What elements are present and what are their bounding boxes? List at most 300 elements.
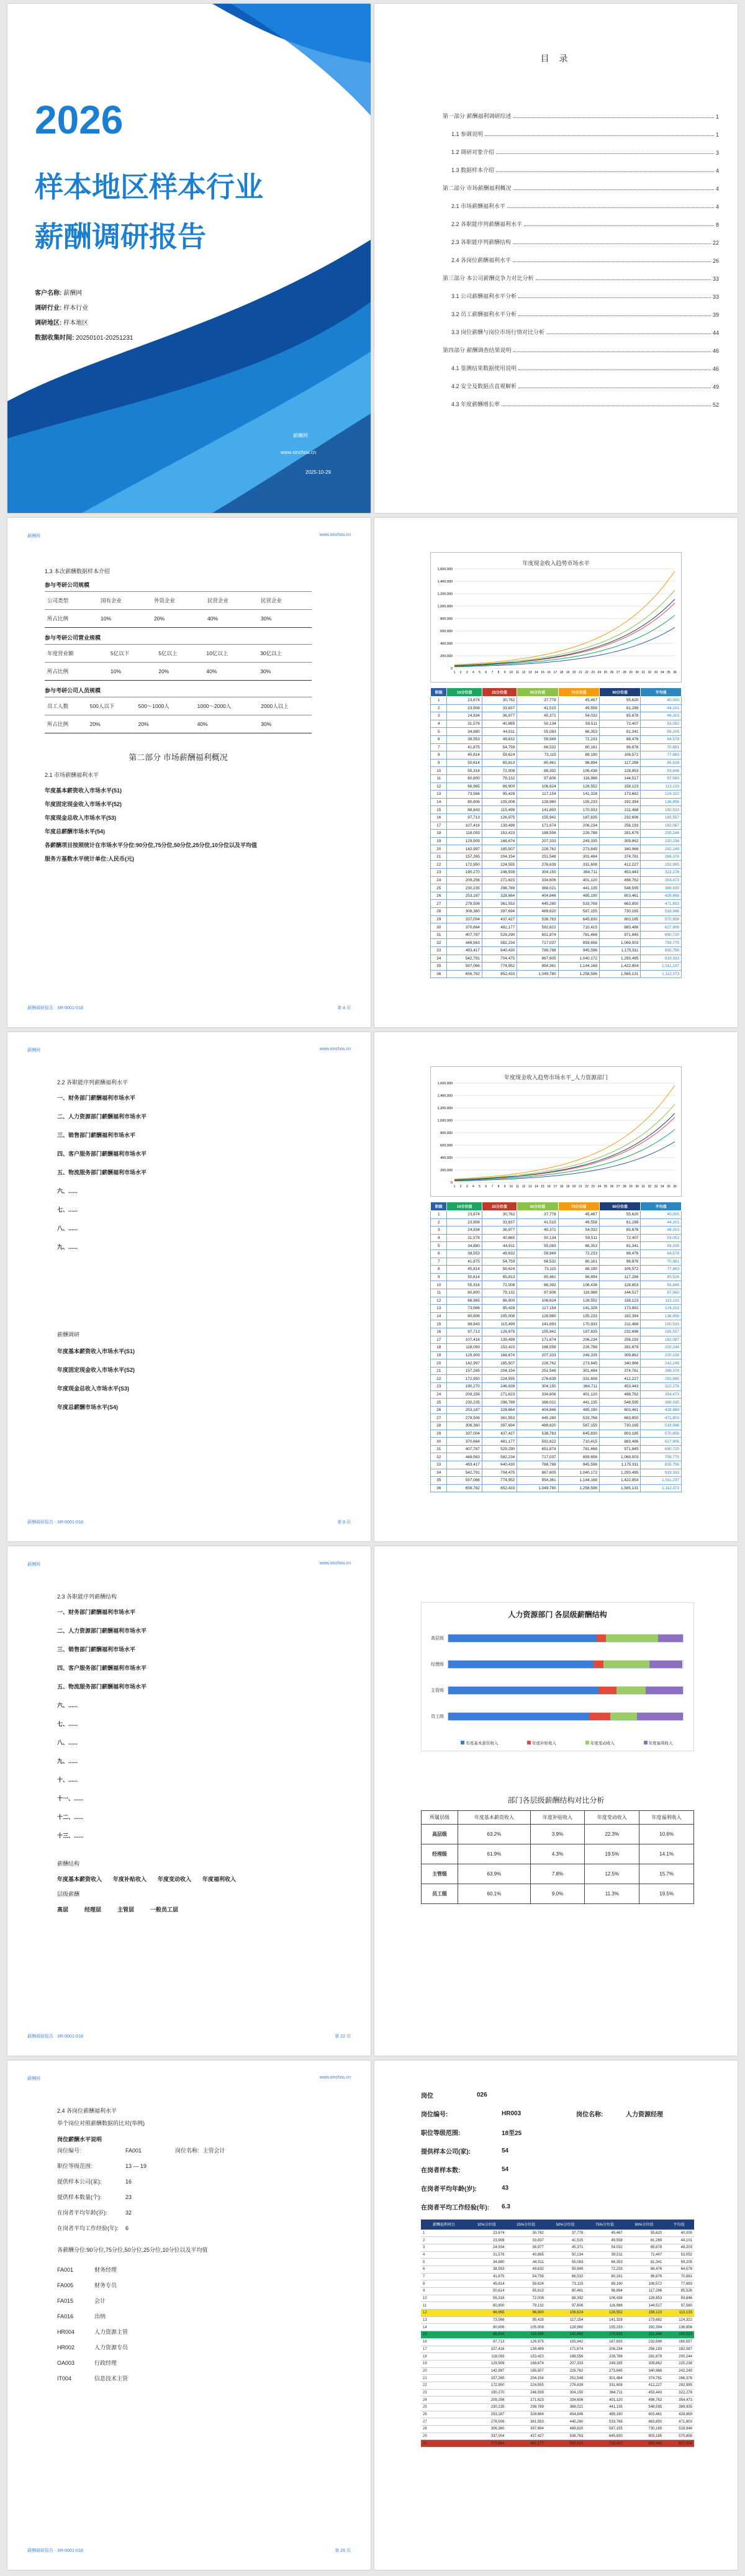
table-cell: 4: [421, 2251, 467, 2259]
table-cell: 428,869: [641, 1406, 682, 1414]
table-row: [431, 939, 682, 947]
toc-item[interactable]: [443, 210, 719, 228]
table-cell: 45,467: [558, 1211, 599, 1219]
table-cell: 153,423: [506, 2353, 545, 2361]
table-cell: 1,112,373: [641, 1484, 682, 1492]
table-cell: 65,813: [482, 1273, 517, 1281]
table-cell: 79,132: [482, 774, 517, 782]
x-tick-label: 14: [535, 1185, 538, 1189]
table-cell: 204,154: [506, 2375, 545, 2382]
table-row: [431, 837, 682, 845]
toc-item-page: 49: [712, 384, 719, 390]
table-cell: 271,623: [482, 1390, 517, 1399]
table-cell: 117,154: [546, 2316, 585, 2324]
x-tick-label: 22: [585, 1185, 589, 1189]
table-cell: 204,154: [482, 1367, 517, 1375]
legend-swatch: [585, 1741, 589, 1744]
table-cell: 1,049,780: [517, 970, 558, 978]
field-label: 提供样本数量(个):: [57, 2194, 102, 2200]
code: FA005: [57, 2282, 74, 2288]
y-tick-label: 400,000: [440, 1156, 453, 1160]
table-cell: 481,177: [482, 1438, 517, 1446]
toc-item[interactable]: [443, 120, 719, 138]
table-row: [421, 2353, 694, 2361]
table-cell: 88,190: [558, 751, 599, 760]
table-cell: 354,473: [641, 876, 682, 884]
table-title: 部门各层级薪酬结构对比分析: [507, 1796, 605, 1805]
column-header: 90分位值: [600, 688, 641, 697]
table-cell: 2: [431, 704, 447, 712]
table-cell: 88,843: [447, 1320, 482, 1328]
table-cell: 7.8%: [530, 1864, 585, 1884]
legend-label: 年度变动收入: [590, 1741, 615, 1746]
table-cell: 542,791: [447, 955, 482, 963]
column-header: 10分位值: [447, 688, 482, 697]
toc-item[interactable]: [443, 300, 719, 318]
table-cell: 9.0%: [530, 1884, 585, 1904]
table-cell: 14: [431, 1312, 447, 1320]
position-field: [57, 2143, 318, 2159]
table-cell: 603,461: [600, 892, 641, 900]
table-cell: 73,115: [546, 2280, 585, 2288]
column-header: 10%分位值: [467, 2220, 506, 2229]
table-cell: 651,874: [517, 931, 558, 939]
x-tick-label: 12: [522, 1185, 526, 1189]
toc-item[interactable]: [443, 282, 719, 300]
table-cell: 72,233: [585, 2265, 624, 2273]
x-tick-label: 34: [660, 671, 664, 674]
table-cell: 93,846: [641, 1281, 682, 1289]
x-tick-label: 10: [509, 671, 513, 674]
section-title: 2.2 各职能序列薪酬福利水平: [57, 1079, 129, 1086]
sub-title: 薪酬调研: [57, 1331, 80, 1338]
table-cell: 489,820: [546, 2426, 585, 2433]
table-cell: 20%: [136, 715, 195, 733]
metric-list: [45, 784, 312, 866]
table-cell: 232,696: [600, 814, 641, 822]
column-header: 年度变动收入: [585, 1811, 639, 1825]
table-cell: 85,526: [641, 1273, 682, 1281]
table-cell: 172,950: [447, 861, 482, 869]
x-tick-label: 26: [610, 671, 614, 674]
field-label: 在岗者平均工作经验(年):: [57, 2225, 119, 2231]
table-cell: 404,846: [546, 2411, 585, 2418]
table-cell: 182,087: [641, 822, 682, 830]
table-cell: 170,933: [558, 806, 599, 814]
table-row: [431, 767, 682, 775]
y-tick-label: 1,000,000: [437, 605, 453, 609]
toc-item-label: 第二部分 市场薪酬福利概况: [443, 185, 512, 191]
table-cell: 774,952: [482, 963, 517, 971]
table-row: [431, 1242, 682, 1250]
table-cell: 117,286: [600, 759, 641, 767]
table-cell: 374,781: [600, 853, 641, 861]
table-row: [421, 2280, 694, 2288]
table-cell: 66,353: [558, 1242, 599, 1250]
table-cell: 128,960: [517, 798, 558, 806]
table-cell: 489,820: [517, 1422, 558, 1430]
table-cell: 86,900: [482, 1297, 517, 1305]
table-cell: 45,814: [467, 2280, 506, 2288]
table-cell: 370,664: [467, 2440, 506, 2447]
toc-item-label: 第三部分 本公司薪酬竞争力对比分析: [443, 275, 534, 281]
table-cell: 587,155: [558, 908, 599, 916]
table-cell: 116,988: [558, 774, 599, 782]
toc-item[interactable]: [443, 156, 719, 174]
table-cell: 20: [431, 845, 447, 853]
toc-leader: [485, 135, 714, 136]
chart-title: 年度现金收入趋势市场水平_人力资源部门: [503, 1074, 608, 1081]
toc-item[interactable]: [443, 264, 719, 282]
table-cell: 61.9%: [458, 1844, 530, 1864]
table-cell: 304,150: [546, 2389, 585, 2397]
table-cell: 570,858: [664, 2433, 694, 2440]
table-row: [431, 782, 682, 791]
table-cell: 23,908: [447, 704, 482, 712]
table-row: [431, 884, 682, 892]
table-cell: 65,678: [600, 712, 641, 720]
list-item: 三、销售部门薪酬福利市场水平: [57, 1646, 136, 1653]
toc-leader: [496, 153, 714, 154]
column-header: 25分位值: [482, 688, 517, 697]
table-cell: 72,008: [482, 767, 517, 775]
stacked-bar: [448, 1634, 684, 1643]
toc-item[interactable]: [443, 372, 719, 390]
table-cell: 253,187: [447, 1406, 482, 1414]
table-cell: 498,762: [600, 876, 641, 884]
table-cell: 93,846: [664, 2295, 694, 2302]
table-cell: 高层级: [422, 1825, 458, 1844]
table-cell: 88,476: [625, 2265, 664, 2273]
table-cell: 49,632: [506, 2265, 545, 2273]
table-cell: 19: [431, 1351, 447, 1359]
table-cell: 471,803: [664, 2418, 694, 2426]
table-cell: 54,759: [482, 1258, 517, 1266]
toc-item-label: 4.3 年度薪酬增长率: [451, 401, 500, 407]
table-cell: 22.3%: [585, 1825, 639, 1844]
toc-item[interactable]: [443, 336, 719, 354]
table-cell: 298,789: [482, 1399, 517, 1407]
table-cell: 883,486: [600, 1438, 641, 1446]
table-cell: 6: [431, 1249, 447, 1258]
table-cell: 1,069,003: [600, 1453, 641, 1461]
bar-segment: [598, 1687, 616, 1694]
table-cell: 外资企业: [151, 592, 205, 610]
table-cell: 209,256: [447, 876, 482, 884]
table-cell: 185,507: [482, 1359, 517, 1367]
table-cell: 116,988: [585, 2302, 624, 2310]
x-tick-label: 32: [648, 671, 652, 674]
table-cell: 139,499: [482, 1336, 517, 1344]
table-cell: 273,845: [558, 1359, 599, 1367]
x-tick-label: 35: [667, 671, 670, 674]
column-header: 10分位值: [447, 1202, 482, 1211]
section-title: 1.3 本次薪酬数据样本介绍: [45, 568, 111, 574]
toc-item-page: 46: [712, 348, 719, 354]
table-cell: 49,558: [558, 1218, 599, 1227]
table-row: [431, 806, 682, 814]
y-tick-label: 200,000: [440, 655, 453, 658]
code-name: 出纳: [94, 2313, 106, 2320]
table-cell: 1,293,495: [600, 1469, 641, 1477]
table-cell: 97,713: [467, 2338, 506, 2346]
table-cell: 21: [431, 1367, 447, 1375]
bar-segment: [658, 1635, 683, 1642]
toc-leader: [496, 171, 714, 172]
x-tick-label: 8: [497, 1185, 500, 1189]
table-cell: 29: [421, 2433, 467, 2440]
table-cell: 246,939: [482, 869, 517, 877]
table-row: [431, 963, 682, 971]
table-cell: 50,614: [467, 2288, 506, 2295]
column-header: 职级: [431, 1202, 447, 1211]
table-cell: 1,049,780: [517, 1484, 558, 1492]
table-cell: 663,850: [600, 1414, 641, 1422]
table-cell: 国有企业: [98, 592, 151, 610]
table-cell: 1,144,168: [558, 963, 599, 971]
table-cell: 781,468: [558, 1445, 599, 1453]
table-cell: 292,995: [641, 861, 682, 869]
toc-item[interactable]: [443, 174, 719, 192]
table-cell: 919,333: [641, 1469, 682, 1477]
position-code-item: [57, 2262, 318, 2278]
list-item: 六、......: [57, 1188, 78, 1194]
toc-item[interactable]: [443, 192, 719, 210]
table-row: [431, 1351, 682, 1359]
table-cell: 548,595: [600, 884, 641, 892]
structure-page: [7, 1546, 371, 2056]
table-cell: 883,486: [625, 2440, 664, 2447]
metric-list: [57, 1342, 318, 1417]
toc-leader: [546, 333, 711, 334]
x-tick-label: 24: [597, 1185, 602, 1189]
table-cell: 1,422,854: [600, 1477, 641, 1485]
table-cell: 36: [431, 970, 447, 978]
toc-item-page: 33: [712, 276, 719, 282]
table-cell: 59,624: [482, 1266, 517, 1274]
cover-info-row: 客户名称: 薪酬网: [35, 290, 83, 297]
table-cell: 230,235: [447, 884, 482, 892]
table-cell: 2: [431, 1218, 447, 1227]
table-row: [431, 947, 682, 955]
table-cell: 155,233: [585, 2324, 624, 2331]
table-cell: 72,233: [558, 1249, 599, 1258]
table-cell: 85,526: [664, 2288, 694, 2295]
toc-leader: [536, 279, 711, 280]
field-label: 职位等级范围:: [421, 2129, 461, 2137]
x-tick-label: 33: [654, 671, 658, 674]
toc-item[interactable]: [443, 228, 719, 246]
code: FA001: [57, 2267, 74, 2273]
table-row: [431, 1336, 682, 1344]
list-item: 年度现金总收入市场水平(S3): [57, 1386, 130, 1392]
toc-item[interactable]: [443, 138, 719, 156]
page-header: 薪酬网 www.xinchou.cn: [27, 533, 351, 538]
table-cell: 190,270: [447, 1383, 482, 1391]
bar-category-label: 员工级: [431, 1715, 444, 1719]
table-cell: 228,762: [546, 2367, 585, 2375]
table-cell: 144,517: [600, 774, 641, 782]
table-cell: 548,595: [625, 2404, 664, 2411]
table-cell: 158,123: [600, 1297, 641, 1305]
table-row: [431, 751, 682, 760]
position-detail-page: [374, 2061, 738, 2570]
table-cell: 25: [431, 884, 447, 892]
table-row: [431, 712, 682, 720]
legend-item: [461, 1740, 498, 1746]
table-cell: 66,532: [546, 2273, 585, 2280]
toc-item-page: 4: [715, 186, 719, 192]
table-cell: 710,415: [558, 1438, 599, 1446]
list-item: 二、人力资源部门薪酬福利市场水平: [57, 1628, 147, 1634]
toc-item[interactable]: [443, 318, 719, 336]
table-row: [431, 970, 682, 978]
table-cell: 45,467: [558, 697, 599, 705]
table-cell: 155,233: [558, 1312, 599, 1320]
table-cell: 190,270: [447, 869, 482, 877]
table-cell: 271,623: [482, 876, 517, 884]
table-row: [421, 2265, 694, 2273]
page-header: 薪酬网 www.xinchou.cn: [27, 2075, 351, 2081]
table-cell: 95,428: [506, 2316, 545, 2324]
table-cell: 168,674: [506, 2360, 545, 2367]
table-cell: 364,711: [585, 2389, 624, 2397]
y-tick-label: 200,000: [440, 1169, 453, 1172]
table-cell: 106,438: [558, 767, 599, 775]
table-cell: 207,333: [546, 2360, 585, 2367]
table-cell: 38,553: [447, 735, 482, 743]
table-cell: 9: [421, 2288, 467, 2295]
table-cell: 19.5%: [639, 1884, 694, 1904]
table-cell: 1,040,172: [558, 955, 599, 963]
table-cell: 597,066: [447, 963, 482, 971]
x-tick-label: 36: [673, 671, 677, 674]
table-cell: 190,270: [467, 2389, 506, 2397]
table-cell: 34,880: [467, 2259, 506, 2266]
table-cell: 220,238: [641, 837, 682, 845]
toc-leader: [507, 207, 714, 208]
table-cell: 370,664: [447, 923, 482, 932]
table-cell: 41,875: [447, 743, 482, 751]
table-cell: 30,762: [506, 2229, 545, 2237]
table-cell: 113,133: [641, 782, 682, 791]
series-line: [454, 603, 675, 666]
table-cell: 115,499: [482, 806, 517, 814]
stacked-bar: [448, 1660, 684, 1669]
chart-title: 年度现金收入趋势市场水平: [522, 560, 590, 566]
table-cell: 401,120: [558, 876, 599, 884]
table-cell: 445,260: [517, 1414, 558, 1422]
table-cell: 150,533: [641, 1320, 682, 1328]
table-cell: 所占比例: [45, 715, 88, 733]
table-cell: 14.1%: [639, 1844, 694, 1864]
column-header: 年度基本薪资收入: [458, 1811, 530, 1825]
table-cell: 354,473: [641, 1390, 682, 1399]
table-cell: 717,037: [517, 1453, 558, 1461]
toc-item-label: 2.3 各职能序列薪酬结构: [451, 239, 512, 245]
table-row: [431, 931, 682, 939]
position-code-item: [57, 2293, 318, 2309]
toc-item[interactable]: [443, 102, 719, 120]
table-row: [421, 2310, 694, 2317]
bar-segment: [616, 1687, 646, 1694]
x-tick-label: 27: [616, 671, 620, 674]
x-tick-label: 4: [472, 671, 474, 674]
table-cell: 73,115: [517, 751, 558, 760]
table-cell: 354,473: [664, 2397, 694, 2404]
field-value: HR003: [502, 2110, 522, 2117]
table-cell: 24,934: [447, 1227, 482, 1235]
table-cell: 38,553: [447, 1249, 482, 1258]
table-cell: 106,572: [625, 2280, 664, 2288]
table-row: [431, 1312, 682, 1320]
table-cell: 22: [431, 1375, 447, 1383]
table-cell: 116,988: [558, 1289, 599, 1297]
table-cell: 80,461: [546, 2288, 585, 2295]
table-cell: 228,762: [517, 845, 558, 853]
table-cell: 867,605: [517, 1469, 558, 1477]
x-tick-label: 11: [515, 1185, 520, 1189]
bar-segment: [448, 1687, 598, 1694]
x-tick-label: 24: [597, 671, 602, 674]
table-cell: 570,858: [641, 915, 682, 923]
table-cell: 73,115: [517, 1266, 558, 1274]
table-row: [421, 2360, 694, 2367]
table-cell: 5: [431, 728, 447, 736]
table-cell: 361,553: [482, 900, 517, 908]
table-row: [421, 2404, 694, 2411]
table-cell: 32: [431, 939, 447, 947]
x-tick-label: 29: [629, 1185, 633, 1189]
position-field: [421, 2141, 694, 2160]
field-label: 在岗者平均工作经验(年):: [421, 2204, 489, 2211]
series-line: [454, 571, 675, 664]
table-cell: 77,883: [664, 2280, 694, 2288]
table-cell: 441,135: [585, 2404, 624, 2411]
table-cell: 54,759: [506, 2273, 545, 2280]
table-cell: 730,165: [625, 2426, 664, 2433]
table-cell: 200,244: [641, 830, 682, 838]
y-tick-label: 1,200,000: [437, 592, 453, 596]
code-name: 财务经理: [94, 2267, 117, 2273]
table-cell: 16: [431, 1328, 447, 1336]
toc-item[interactable]: [443, 354, 719, 372]
table-row: [431, 1406, 682, 1414]
cover-url[interactable]: www.xinchou.cn: [281, 450, 317, 455]
table-cell: 80,461: [517, 1273, 558, 1281]
table-cell: 232,696: [600, 1328, 641, 1336]
table-cell: 136,856: [664, 2324, 694, 2331]
x-tick-label: 36: [673, 1185, 677, 1189]
toc-item[interactable]: [443, 246, 719, 264]
table-cell: 21: [431, 853, 447, 861]
table-cell: 200,244: [641, 1344, 682, 1352]
table-cell: 273,845: [585, 2367, 624, 2375]
table-cell: 40,000: [641, 697, 682, 705]
table-cell: 31: [431, 1445, 447, 1453]
table-cell: 242,249: [664, 2367, 694, 2375]
table-row: [431, 1359, 682, 1367]
column-header: 90%分位值: [625, 2220, 664, 2229]
table-row: [431, 774, 682, 782]
table-cell: 361,553: [506, 2418, 545, 2426]
table-cell: 经理级: [422, 1844, 458, 1864]
toc-item[interactable]: [443, 390, 719, 408]
x-tick-label: 5: [479, 671, 481, 674]
list-item: 四、客户服务部门薪酬福利市场水平: [57, 1151, 147, 1157]
sub-title: 层级薪酬: [57, 1891, 80, 1897]
table-cell: 485,190: [558, 1406, 599, 1414]
